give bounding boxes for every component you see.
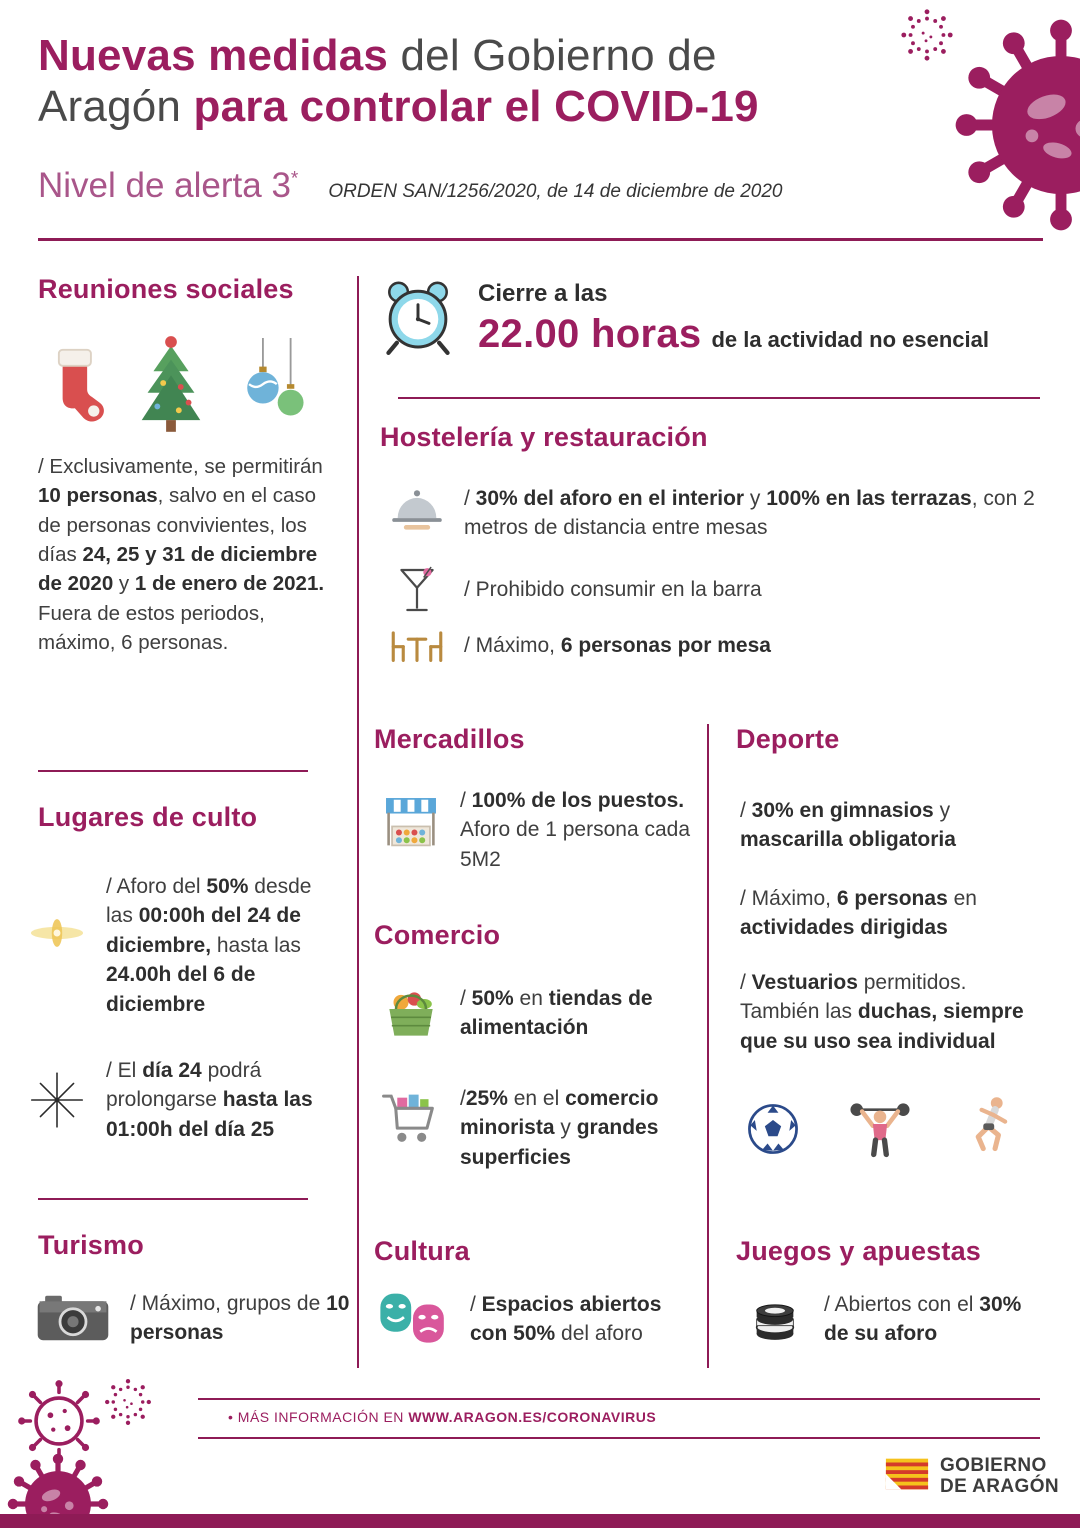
section-heading-cultura: Cultura [374,1236,470,1266]
cierre-time: 22.00 horas [478,312,702,356]
section-heading-culto: Lugares de culto [38,802,258,832]
section-heading-juegos: Juegos y apuestas [736,1236,982,1266]
sparkle-star-icon [22,1070,92,1130]
culto-item-dia24-text: / El día 24 podrá prolongarse hasta las 01:00h del día 25 [106,1059,313,1141]
section-heading-hosteleria: Hostelería y restauración [380,422,708,452]
hosteleria-item-barra-text: / Prohibido consumir en la barra [464,578,762,602]
logo-line2: DE ARAGÓN [940,1475,1060,1497]
deporte-icons-row [744,1090,1022,1163]
alarm-clock-icon [380,276,456,363]
culto-item-dia24 [22,1056,342,1144]
footer-info-link[interactable]: • MÁS INFORMACIÓN EN WWW.ARAGON.ES/CORONAVIRUS [228,1409,657,1425]
christmas-icons-row [40,332,312,439]
turismo-item [30,1288,350,1348]
camera-icon [30,1288,116,1348]
culto-item-aforo-text: / Aforo del 50% desde las 00:00h del 24 de diciembre, hasta las 24.00h del 6 de diciembre [106,875,312,1016]
soccer-ball-icon [744,1100,802,1163]
cierre-divider [398,397,1040,399]
bottom-bar [0,1514,1080,1528]
weightlifting-icon [846,1090,914,1163]
mercadillos-item [376,786,696,874]
cierre-line2 [478,312,989,357]
cocktail-icon [384,562,450,618]
hosteleria-item-mesa [384,626,1044,666]
hosteleria-item-mesa-text: / Máximo, 6 personas por mesa [464,634,771,658]
footer-divider-top [198,1398,1040,1400]
virus-dots-icon [898,6,956,69]
cierre-tail: de la actividad no esencial [711,327,989,352]
alert-level-label: Nivel de alerta 3* [38,166,299,205]
aragon-flag-icon [884,1456,930,1497]
cultura-item-text: / Espacios abiertos con 50% del aforo [470,1293,662,1346]
running-icon [958,1092,1022,1163]
comercio-item-alimentacion [376,984,696,1044]
gobierno-aragon-logo [884,1456,1059,1498]
mercadillos-item-text: / 100% de los puestos. Aforo de 1 persona cada 5M2 [460,789,690,871]
logo-line1: GOBIERNO [940,1455,1047,1476]
deporte-item-vestuarios: / Vestuarios permitidos. También las duchas, siempre que su uso sea individual [740,971,1024,1053]
poker-chips-icon [740,1292,810,1346]
shopping-cart-icon [376,1090,446,1148]
deporte-item-gimnasios: / 30% en gimnasios y mascarilla obligatoria [740,799,956,852]
vertical-divider-right [707,724,709,1368]
cloche-icon [384,484,450,532]
cierre-block [478,280,989,357]
page-title-line1: Nuevas medidas del Gobierno de [38,31,717,80]
culto-item-aforo [22,872,342,1019]
christmas-tree-icon [130,332,212,439]
page-title-line2: Aragón para controlar el COVID-19 [38,82,759,132]
section-heading-mercadillos: Mercadillos [374,724,525,754]
section-heading-deporte: Deporte [736,724,840,754]
comercio-item-minorista [376,1084,696,1172]
food-basket-icon [376,984,446,1044]
hosteleria-item-barra [384,562,1044,618]
virus-dots-small-icon [102,1376,154,1433]
deporte-item-dirigidas: / Máximo, 6 personas en actividades dirigidas [740,887,977,940]
footer-divider-bottom [198,1437,1040,1439]
turismo-item-text: / Máximo, grupos de 10 personas [130,1291,350,1344]
alert-level-row [38,166,783,206]
market-stall-icon [376,792,446,854]
reuniones-body-text: / Exclusivamente, se permitirán 10 personas, salvo en el caso de personas convivientes, los días 24, 25 y 31 de diciembre de 2020 y 1 de enero de 2021. Fuera de estos periodos, máximo, 6 personas. [38,455,325,654]
coronavirus-icon [952,16,1080,239]
section-heading-reuniones: Reuniones sociales [38,274,294,304]
page-title [38,30,759,132]
ornaments-icon [236,338,312,439]
gobierno-aragon-logo-text [940,1456,1059,1498]
comercio-item-alimentacion-text: / 50% en tiendas de alimentación [460,987,653,1040]
vertical-divider-left [357,276,359,1368]
order-reference: ORDEN SAN/1256/2020, de 14 de diciembre de 2020 [328,181,783,202]
juegos-item [740,1290,1050,1349]
juegos-item-text: / Abiertos con el 30% de su aforo [824,1293,1022,1346]
alert-asterisk: * [290,168,299,190]
cultura-item [370,1290,700,1349]
left-divider-2 [38,1198,308,1200]
header-divider [38,238,1043,241]
hosteleria-item-aforo-text: / 30% del aforo en el interior y 100% en las terrazas, con 2 metros de distancia entre mesas [464,487,1035,540]
hosteleria-item-aforo [384,484,1044,543]
christmas-stocking-icon [40,340,106,439]
theater-masks-icon [370,1290,456,1348]
table-chairs-icon [384,626,450,666]
candle-icon [22,900,92,966]
section-heading-comercio: Comercio [374,920,501,950]
cierre-intro: Cierre a las [478,280,608,307]
left-divider-1 [38,770,308,772]
comercio-item-minorista-text: /25% en el comercio minorista y grandes superficies [460,1087,659,1169]
section-heading-turismo: Turismo [38,1230,144,1260]
